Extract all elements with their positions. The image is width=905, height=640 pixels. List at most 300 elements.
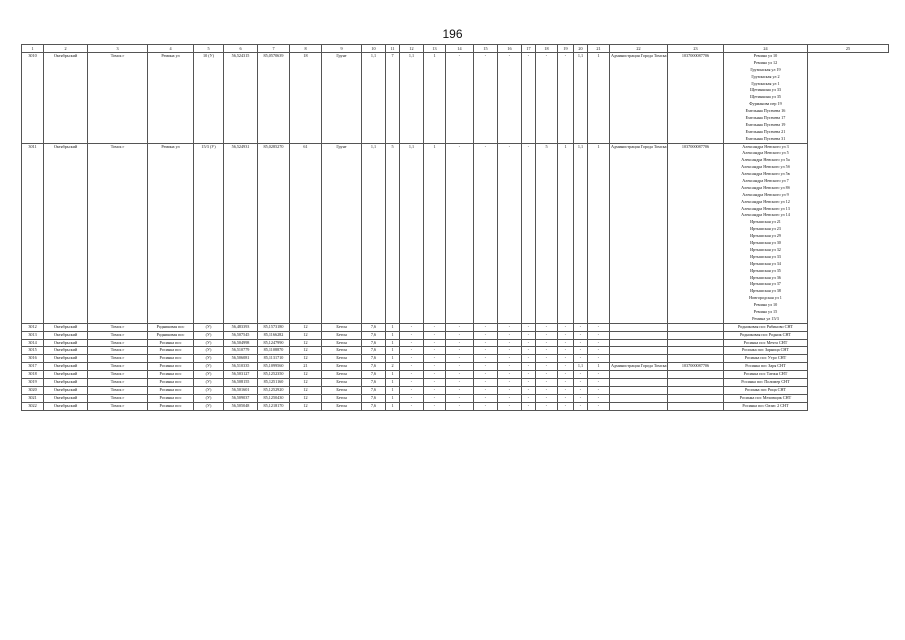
table-cell: - xyxy=(400,347,424,355)
table-cell: Росинка пос xyxy=(148,386,194,394)
column-header: 17 xyxy=(522,45,536,53)
table-cell: 56,508155 xyxy=(224,379,258,387)
table-cell: Октябрьский xyxy=(44,394,88,402)
table-cell: 12 xyxy=(290,386,322,394)
column-header: 25 xyxy=(808,45,889,53)
owner-cell xyxy=(610,386,668,394)
table-cell: 1,1 xyxy=(362,53,386,144)
table-cell: - xyxy=(522,402,536,410)
address-item: Иртышская ул 32 xyxy=(750,246,781,252)
table-cell: - xyxy=(522,323,536,331)
table-cell: Октябрьский xyxy=(44,53,88,144)
address-item: Александра Невского ул 8б xyxy=(741,184,790,190)
table-cell: Грунт xyxy=(322,143,362,323)
table-cell: 10 (У) xyxy=(194,53,224,144)
table-cell: - xyxy=(446,386,474,394)
table-cell: (У) xyxy=(194,394,224,402)
column-header: 11 xyxy=(386,45,400,53)
row-number-cell: 3019 xyxy=(22,379,44,387)
table-row xyxy=(22,363,889,371)
table-cell: - xyxy=(474,331,498,339)
table-cell: 1 xyxy=(588,363,610,371)
table-cell: 85,1247990 xyxy=(258,339,290,347)
column-header: 13 xyxy=(424,45,446,53)
table-row xyxy=(22,355,889,363)
address-list-cell xyxy=(724,355,808,363)
row-number-cell: 3015 xyxy=(22,347,44,355)
table-cell: 7,6 xyxy=(362,386,386,394)
table-cell: - xyxy=(498,379,522,387)
table-cell: Октябрьский xyxy=(44,402,88,410)
table-cell: 56,503127 xyxy=(224,371,258,379)
address-item: Иртышская ул 35 xyxy=(750,267,781,273)
address-item: Александра Невского ул 13 xyxy=(741,205,790,211)
table-row xyxy=(22,53,889,144)
table-cell: - xyxy=(474,323,498,331)
table-cell: - xyxy=(536,394,558,402)
table-cell: 85,0570639 xyxy=(258,53,290,144)
table-cell: - xyxy=(498,331,522,339)
table-cell: 56,501601 xyxy=(224,386,258,394)
address-item: Щетинкина ул 33 xyxy=(749,87,782,93)
table-cell: 1,1 xyxy=(574,53,588,144)
column-header: 10 xyxy=(362,45,386,53)
table-cell: - xyxy=(536,53,558,144)
owner-cell xyxy=(610,355,668,363)
column-header: 3 xyxy=(88,45,148,53)
table-cell: (У) xyxy=(194,379,224,387)
table-cell: 56,524315 xyxy=(224,53,258,144)
address-item: Иртышская ул 37 xyxy=(750,281,781,287)
table-cell xyxy=(668,394,724,402)
registry-table xyxy=(21,44,889,411)
column-header: 4 xyxy=(148,45,194,53)
table-cell: - xyxy=(536,371,558,379)
table-cell: - xyxy=(474,355,498,363)
table-cell: Росинка пос xyxy=(148,394,194,402)
table-cell: 1 xyxy=(424,143,446,323)
column-header: 8 xyxy=(290,45,322,53)
address-item: Александра Невского ул 12 xyxy=(741,198,790,204)
table-cell: - xyxy=(536,386,558,394)
table-cell: - xyxy=(536,402,558,410)
table-cell: - xyxy=(522,371,536,379)
table-row xyxy=(22,371,889,379)
column-header: 22 xyxy=(610,45,668,53)
table-cell: 7,6 xyxy=(362,331,386,339)
column-header: 9 xyxy=(322,45,362,53)
table-cell: 56,510779 xyxy=(224,347,258,355)
table-cell: - xyxy=(400,386,424,394)
table-cell: 1,1 xyxy=(362,143,386,323)
table-cell: - xyxy=(498,323,522,331)
address-item: Иртышская ул 30 xyxy=(750,240,781,246)
row-number-cell: 3022 xyxy=(22,402,44,410)
table-cell: - xyxy=(424,363,446,371)
table-cell: (У) xyxy=(194,371,224,379)
address-item: Александра Невского ул 5а xyxy=(741,157,790,163)
table-cell: Томск г xyxy=(88,379,148,387)
address-item: Росинка пос Зарница СНТ xyxy=(741,347,790,353)
column-header: 15 xyxy=(474,45,498,53)
table-cell: (У) xyxy=(194,363,224,371)
table-cell: Томск г xyxy=(88,323,148,331)
page-number: 196 xyxy=(442,27,463,41)
column-header: 18 xyxy=(536,45,558,53)
table-cell: Ремина ул xyxy=(148,143,194,323)
table-row xyxy=(22,323,889,331)
table-cell: 1 xyxy=(558,143,574,323)
owner-cell: Администрация Города Томска xyxy=(610,53,668,144)
table-cell: - xyxy=(474,402,498,410)
table-cell: - xyxy=(536,339,558,347)
table-cell: - xyxy=(424,331,446,339)
address-list-cell xyxy=(724,347,808,355)
column-header: 20 xyxy=(574,45,588,53)
table-cell: - xyxy=(474,347,498,355)
table-cell: - xyxy=(536,363,558,371)
table-cell: 85,1108870 xyxy=(258,347,290,355)
table-cell: - xyxy=(558,402,574,410)
table-cell: Бетон xyxy=(322,347,362,355)
table-cell: - xyxy=(424,386,446,394)
table-cell: - xyxy=(424,402,446,410)
table-cell: - xyxy=(446,402,474,410)
table-cell: 2 xyxy=(386,363,400,371)
address-item: Ремина ул 15/3 xyxy=(752,315,779,321)
table-cell: Росинка пос xyxy=(148,339,194,347)
table-cell: - xyxy=(574,402,588,410)
table-cell: - xyxy=(522,339,536,347)
table-cell: - xyxy=(446,371,474,379)
table-row xyxy=(22,143,889,323)
table-cell xyxy=(668,371,724,379)
row-number-cell: 3020 xyxy=(22,386,44,394)
column-header: 6 xyxy=(224,45,258,53)
table-cell: Октябрьский xyxy=(44,347,88,355)
address-item: Росинка пос Рица СНТ xyxy=(744,386,787,392)
table-cell: 7 xyxy=(386,53,400,144)
table-cell: - xyxy=(574,386,588,394)
table-cell: - xyxy=(574,379,588,387)
table-cell: 1 xyxy=(386,323,400,331)
table-cell: - xyxy=(498,402,522,410)
table-cell: - xyxy=(574,371,588,379)
column-header: 24 xyxy=(724,45,808,53)
address-item: Емельяна Пугачева 19 xyxy=(745,121,786,127)
table-cell: Бетон xyxy=(322,386,362,394)
table-cell: - xyxy=(446,347,474,355)
address-item: Росинка пос Мечта СНТ xyxy=(743,339,788,345)
table-cell: - xyxy=(588,394,610,402)
row-number-cell: 3012 xyxy=(22,323,44,331)
address-item: Ремина ул 10 xyxy=(753,302,778,308)
table-cell: Октябрьский xyxy=(44,371,88,379)
row-number-cell: 3013 xyxy=(22,331,44,339)
column-header: 19 xyxy=(558,45,574,53)
table-cell: - xyxy=(588,371,610,379)
address-list-cell xyxy=(724,394,808,402)
table-cell: Октябрьский xyxy=(44,331,88,339)
table-cell: Росинка пос xyxy=(148,402,194,410)
table-cell: 85,1573180 xyxy=(258,323,290,331)
table-row xyxy=(22,379,889,387)
table-cell: - xyxy=(424,394,446,402)
address-item: Иртышская ул 29 xyxy=(750,233,781,239)
table-cell: 7,6 xyxy=(362,339,386,347)
address-list-cell xyxy=(724,53,808,144)
table-cell: 85,1131710 xyxy=(258,355,290,363)
address-item: Емельяна Пугачева 31 xyxy=(745,135,786,141)
address-item: Фурманова пер 19 xyxy=(749,101,782,107)
table-cell xyxy=(668,355,724,363)
column-header: 21 xyxy=(588,45,610,53)
address-item: Родниковая пос Рябиново СНТ xyxy=(737,323,794,329)
table-cell: 1 xyxy=(588,53,610,144)
table-row xyxy=(22,331,889,339)
table-cell: - xyxy=(522,53,536,144)
table-cell xyxy=(668,379,724,387)
table-cell: Октябрьский xyxy=(44,386,88,394)
column-number-row xyxy=(22,45,889,53)
address-list-cell xyxy=(724,143,808,323)
row-number-cell: 3014 xyxy=(22,339,44,347)
table-cell: 1 xyxy=(386,379,400,387)
table-cell: Бетон xyxy=(322,339,362,347)
table-cell: 21 xyxy=(290,363,322,371)
address-item: Емельяна Пугачева 21 xyxy=(745,128,786,134)
table-cell: 7,6 xyxy=(362,371,386,379)
table-cell: - xyxy=(498,363,522,371)
address-item: Новгородская ул 1 xyxy=(749,295,782,301)
owner-cell: Администрация Города Томска xyxy=(610,143,668,323)
table-cell: Томск г xyxy=(88,355,148,363)
table-cell: - xyxy=(522,355,536,363)
table-cell: Росинка пос xyxy=(148,355,194,363)
table-cell: 85,1251160 xyxy=(258,379,290,387)
table-cell: Росинка пос xyxy=(148,371,194,379)
table-cell: - xyxy=(446,143,474,323)
row-number-cell: 3016 xyxy=(22,355,44,363)
table-cell: - xyxy=(424,323,446,331)
table-cell: - xyxy=(558,339,574,347)
address-item: Росинка пос Утро СНТ xyxy=(744,355,787,361)
owner-cell xyxy=(610,394,668,402)
table-cell: 1 xyxy=(386,386,400,394)
column-header: 7 xyxy=(258,45,290,53)
table-cell: Томск г xyxy=(88,143,148,323)
table-cell: 1 xyxy=(386,339,400,347)
table-cell: 12 xyxy=(290,347,322,355)
column-header: 1 xyxy=(22,45,44,53)
table-cell: 1 xyxy=(386,394,400,402)
table-cell: - xyxy=(574,331,588,339)
table-cell xyxy=(668,386,724,394)
table-cell: Октябрьский xyxy=(44,323,88,331)
table-cell: - xyxy=(536,331,558,339)
table-cell: - xyxy=(588,386,610,394)
row-number-cell: 3021 xyxy=(22,394,44,402)
column-header: 12 xyxy=(400,45,424,53)
address-item: Грузинская ул 1 xyxy=(751,80,780,86)
column-header: 14 xyxy=(446,45,474,53)
table-cell: - xyxy=(498,386,522,394)
address-item: Росинка пос Меховщик СНТ xyxy=(739,394,792,400)
table-cell: - xyxy=(424,379,446,387)
table-cell: - xyxy=(588,379,610,387)
table-cell: - xyxy=(498,371,522,379)
address-item: Александра Невского ул 7 xyxy=(742,178,789,184)
table-cell: Росинка пос xyxy=(148,347,194,355)
table-cell: - xyxy=(536,347,558,355)
column-header: 5 xyxy=(194,45,224,53)
table-cell: (У) xyxy=(194,347,224,355)
address-list-cell xyxy=(724,371,808,379)
table-cell: - xyxy=(588,323,610,331)
table-row xyxy=(22,394,889,402)
table-cell: 85,1166282 xyxy=(258,331,290,339)
table-cell: (У) xyxy=(194,339,224,347)
table-cell: Октябрьский xyxy=(44,363,88,371)
table-cell: 85,1250430 xyxy=(258,394,290,402)
table-cell: - xyxy=(474,379,498,387)
table-cell: - xyxy=(498,53,522,144)
address-item: Росинка пос Заря СНТ xyxy=(745,363,786,369)
column-header: 2 xyxy=(44,45,88,53)
table-cell: Томск г xyxy=(88,53,148,144)
address-item: Грузинская ул 19 xyxy=(750,66,781,72)
table-cell: - xyxy=(424,371,446,379)
table-cell: - xyxy=(558,386,574,394)
table-cell: - xyxy=(400,323,424,331)
table-cell: 1 xyxy=(386,402,400,410)
table-cell: - xyxy=(558,53,574,144)
table-cell: Томск г xyxy=(88,331,148,339)
table-cell: (У) xyxy=(194,402,224,410)
table-cell: - xyxy=(574,339,588,347)
table-cell: 12 xyxy=(290,323,322,331)
table-cell: Томск г xyxy=(88,363,148,371)
table-cell: 7,6 xyxy=(362,347,386,355)
table-cell: - xyxy=(424,347,446,355)
address-item: Росинка пос Таежн СНТ xyxy=(743,371,788,377)
address-item: Грузинская ул 2 xyxy=(751,73,780,79)
owner-cell xyxy=(610,379,668,387)
table-cell: - xyxy=(574,394,588,402)
table-cell: 1,1 xyxy=(574,143,588,323)
table-cell: 7,6 xyxy=(362,323,386,331)
owner-cell xyxy=(610,339,668,347)
table-cell: 1 xyxy=(424,53,446,144)
address-item: Ремина ул 10 xyxy=(753,53,778,58)
address-item: Александра Невского ул 9 xyxy=(742,191,789,197)
table-cell: - xyxy=(498,394,522,402)
table-cell: - xyxy=(536,379,558,387)
table-cell: Бетон xyxy=(322,323,362,331)
table-cell: - xyxy=(588,355,610,363)
table-cell: 56,509037 xyxy=(224,394,258,402)
table-cell: 85,1099560 xyxy=(258,363,290,371)
table-cell: 85,1252350 xyxy=(258,371,290,379)
address-item: Емельяна Пугачева 16 xyxy=(745,108,786,114)
table-cell: 7,6 xyxy=(362,402,386,410)
table-cell: 7,6 xyxy=(362,394,386,402)
address-list-cell xyxy=(724,363,808,371)
address-item: Иртышская ул 34 xyxy=(750,260,781,266)
table-cell: 1 xyxy=(386,347,400,355)
table-cell: - xyxy=(522,386,536,394)
table-cell: - xyxy=(400,363,424,371)
table-cell: - xyxy=(558,323,574,331)
table-cell: - xyxy=(536,355,558,363)
table-cell: - xyxy=(522,394,536,402)
table-cell: - xyxy=(522,379,536,387)
table-cell: 1037000087706 xyxy=(668,53,724,144)
table-cell: Томск г xyxy=(88,394,148,402)
table-cell: Росинка пос xyxy=(148,379,194,387)
table-cell: 12 xyxy=(290,402,322,410)
table-cell: 1037000087706 xyxy=(668,143,724,323)
table-cell xyxy=(668,331,724,339)
table-cell: - xyxy=(446,379,474,387)
table-cell: Родниковая пос xyxy=(148,323,194,331)
table-cell: - xyxy=(474,143,498,323)
address-item: Александра Невского ул 3 xyxy=(742,143,789,149)
owner-cell: Администрация Города Томска xyxy=(610,363,668,371)
table-cell: - xyxy=(574,355,588,363)
address-item: Ремина ул 15 xyxy=(753,308,778,314)
table-cell: 18 xyxy=(290,53,322,144)
table-cell: 1 xyxy=(386,355,400,363)
table-cell: - xyxy=(424,355,446,363)
table-cell: (У) xyxy=(194,331,224,339)
table-cell: Бетон xyxy=(322,331,362,339)
table-cell xyxy=(668,323,724,331)
table-cell: - xyxy=(522,143,536,323)
table-cell: - xyxy=(574,323,588,331)
table-cell: - xyxy=(474,386,498,394)
table-cell: (У) xyxy=(194,355,224,363)
table-cell: Бетон xyxy=(322,402,362,410)
table-cell: - xyxy=(498,143,522,323)
table-cell: - xyxy=(522,363,536,371)
owner-cell xyxy=(610,323,668,331)
table-cell: 12 xyxy=(290,379,322,387)
address-list-cell xyxy=(724,379,808,387)
owner-cell xyxy=(610,402,668,410)
table-cell: - xyxy=(498,355,522,363)
row-number-cell: 3010 xyxy=(22,53,44,144)
table-cell: - xyxy=(446,53,474,144)
table-cell: (У) xyxy=(194,386,224,394)
table-cell: - xyxy=(400,331,424,339)
address-item: Иртышская ул 23 xyxy=(750,226,781,232)
address-item: Росинка пос Полимер СНТ xyxy=(741,379,790,385)
address-list-cell xyxy=(724,402,808,410)
table-cell: 1,1 xyxy=(574,363,588,371)
address-item: Иртышская ул 36 xyxy=(750,274,781,280)
table-cell: - xyxy=(498,339,522,347)
address-item: Ремина ул 12 xyxy=(753,59,778,65)
table-cell: - xyxy=(536,323,558,331)
table-cell: 1037000087706 xyxy=(668,363,724,371)
table-cell: Бетон xyxy=(322,371,362,379)
column-header: 23 xyxy=(668,45,724,53)
table-cell: 56,483393 xyxy=(224,323,258,331)
table-cell: - xyxy=(400,339,424,347)
column-header: 16 xyxy=(498,45,522,53)
table-cell: - xyxy=(498,347,522,355)
